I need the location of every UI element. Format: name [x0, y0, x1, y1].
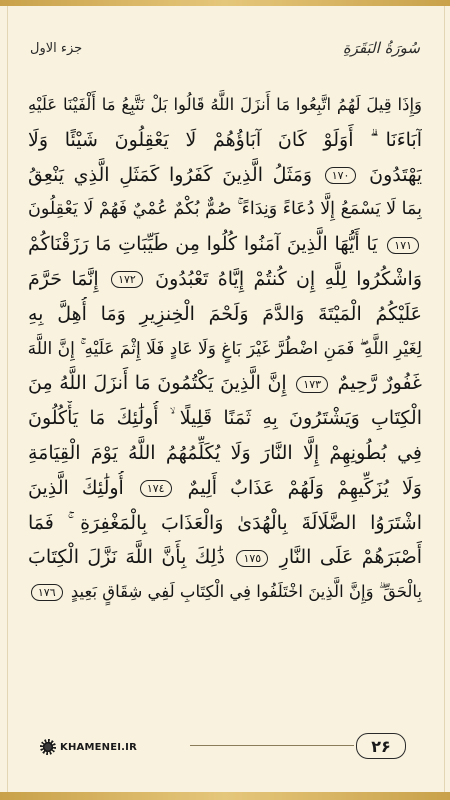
quran-line: [28, 471, 422, 506]
line-text-continued: أُولَٰئِكَ الَّذِينَ: [28, 476, 124, 499]
logo-emblem-icon: [40, 739, 56, 755]
line-text-continued: ذَٰلِكَ بِأَنَّ اللَّهَ نَزَّلَ الْكِتَابَ: [28, 546, 226, 569]
quran-line: [28, 123, 422, 158]
line-text: غَفُورٌ رَّحِيمٌ: [337, 372, 422, 395]
line-text: وَإِذَا قِيلَ لَهُمُ اتَّبِعُوا مَا أَنزَلَ اللَّهُ قَالُوا بَلْ نَتَّبِعُ مَا أَلْفَيْنَا عَلَيْهِ: [28, 95, 422, 114]
ayah-number-marker: ١٧٠: [325, 167, 357, 184]
quran-line: [28, 436, 422, 471]
line-text: بِمَا لَا يَسْمَعُ إِلَّا دُعَاءً وَنِدَاءً ۚ صُمٌّ بُكْمٌ عُمْيٌ فَهُمْ لَا يَعْقِلُونَ: [28, 199, 422, 220]
quran-line: [28, 401, 422, 436]
ayah-number-marker: ١٧٦: [31, 584, 63, 601]
quran-line: [28, 506, 422, 541]
line-text: أَصْبَرَهُمْ عَلَى النَّارِ: [279, 546, 422, 569]
line-text: اشْتَرَوُا الضَّلَالَةَ بِالْهُدَىٰ وَالْعَذَابَ بِالْمَغْفِرَةِ ۚ فَمَا: [28, 511, 422, 534]
ayah-number-marker: ١٧١: [387, 237, 419, 254]
line-text: آبَاءَنَا ۗ أَوَلَوْ كَانَ آبَاؤُهُمْ لَا يَعْقِلُونَ شَيْئًا وَلَا: [28, 128, 422, 151]
quran-line: [28, 540, 422, 575]
quran-text-area: [28, 88, 422, 713]
quran-line: [28, 575, 422, 610]
quran-line: [28, 227, 422, 262]
line-text: لِغَيْرِ اللَّهِ ۖ فَمَنِ اضْطُرَّ غَيْرَ بَاغٍ وَلَا عَادٍ فَلَا إِثْمَ عَلَيْهِ ۚ إِنَّ اللَّهَ: [28, 338, 422, 359]
line-text: وَاشْكُرُوا لِلَّهِ إِن كُنتُمْ إِيَّاهُ تَعْبُدُونَ: [155, 267, 422, 290]
quran-line: [28, 158, 422, 193]
bottom-decorative-band: [0, 792, 450, 800]
line-text: عَلَيْكُمُ الْمَيْتَةَ وَالدَّمَ وَلَحْمَ الْخِنزِيرِ وَمَا أُهِلَّ بِهِ: [28, 302, 422, 325]
page-header: [30, 36, 420, 60]
quran-line: [28, 88, 422, 123]
page-footer: [30, 730, 420, 764]
line-text: وَلَا يُزَكِّيهِمْ وَلَهُمْ عَذَابٌ أَلِيمٌ: [187, 476, 422, 499]
quran-line: [28, 297, 422, 332]
quran-line: [28, 366, 422, 401]
line-text: بِالْحَقِّ ۗ وَإِنَّ الَّذِينَ اخْتَلَفُوا فِي الْكِتَابِ لَفِي شِقَاقٍ بَعِيدٍ: [70, 582, 422, 602]
line-text: الْكِتَابِ وَيَشْتَرُونَ بِهِ ثَمَنًا قَلِيلًا ۙ أُولَٰئِكَ مَا يَأْكُلُونَ: [28, 407, 422, 430]
logo-text: KHAMENEI.IR: [60, 741, 137, 753]
ayah-number-marker: ١٧٥: [236, 550, 268, 567]
line-text: فِي بُطُونِهِمْ إِلَّا النَّارَ وَلَا يُكَلِّمُهُمُ اللَّهُ يَوْمَ الْقِيَامَةِ: [28, 441, 422, 464]
quran-line: [28, 192, 422, 227]
page-number-badge: [356, 733, 406, 759]
juz-label: جزء الاول: [30, 40, 83, 56]
ayah-number-marker: ١٧٤: [140, 480, 172, 497]
quran-line: [28, 332, 422, 367]
page-number: ۲۶: [371, 736, 391, 756]
line-text-continued: إِنَّمَا حَرَّمَ: [28, 267, 99, 290]
site-logo: [40, 739, 137, 755]
quran-line: [28, 262, 422, 297]
ayah-number-marker: ١٧٢: [111, 271, 143, 288]
footer-divider: [190, 745, 354, 746]
line-text-continued: وَمَثَلُ الَّذِينَ كَفَرُوا كَمَثَلِ الَّذِي يَنْعِقُ: [28, 163, 313, 186]
line-text-continued: إِنَّ الَّذِينَ يَكْتُمُونَ مَا أَنزَلَ اللَّهُ مِنَ: [28, 372, 287, 395]
ayah-number-marker: ١٧٣: [296, 376, 328, 393]
line-text: يَهْتَدُونَ: [369, 163, 422, 186]
line-text-continued: يَا أَيُّهَا الَّذِينَ آمَنُوا كُلُوا مِن طَيِّبَاتِ مَا رَزَقْنَاكُمْ: [28, 233, 378, 256]
surah-name: سُورَةُ البَقَرَةِ: [342, 39, 420, 57]
